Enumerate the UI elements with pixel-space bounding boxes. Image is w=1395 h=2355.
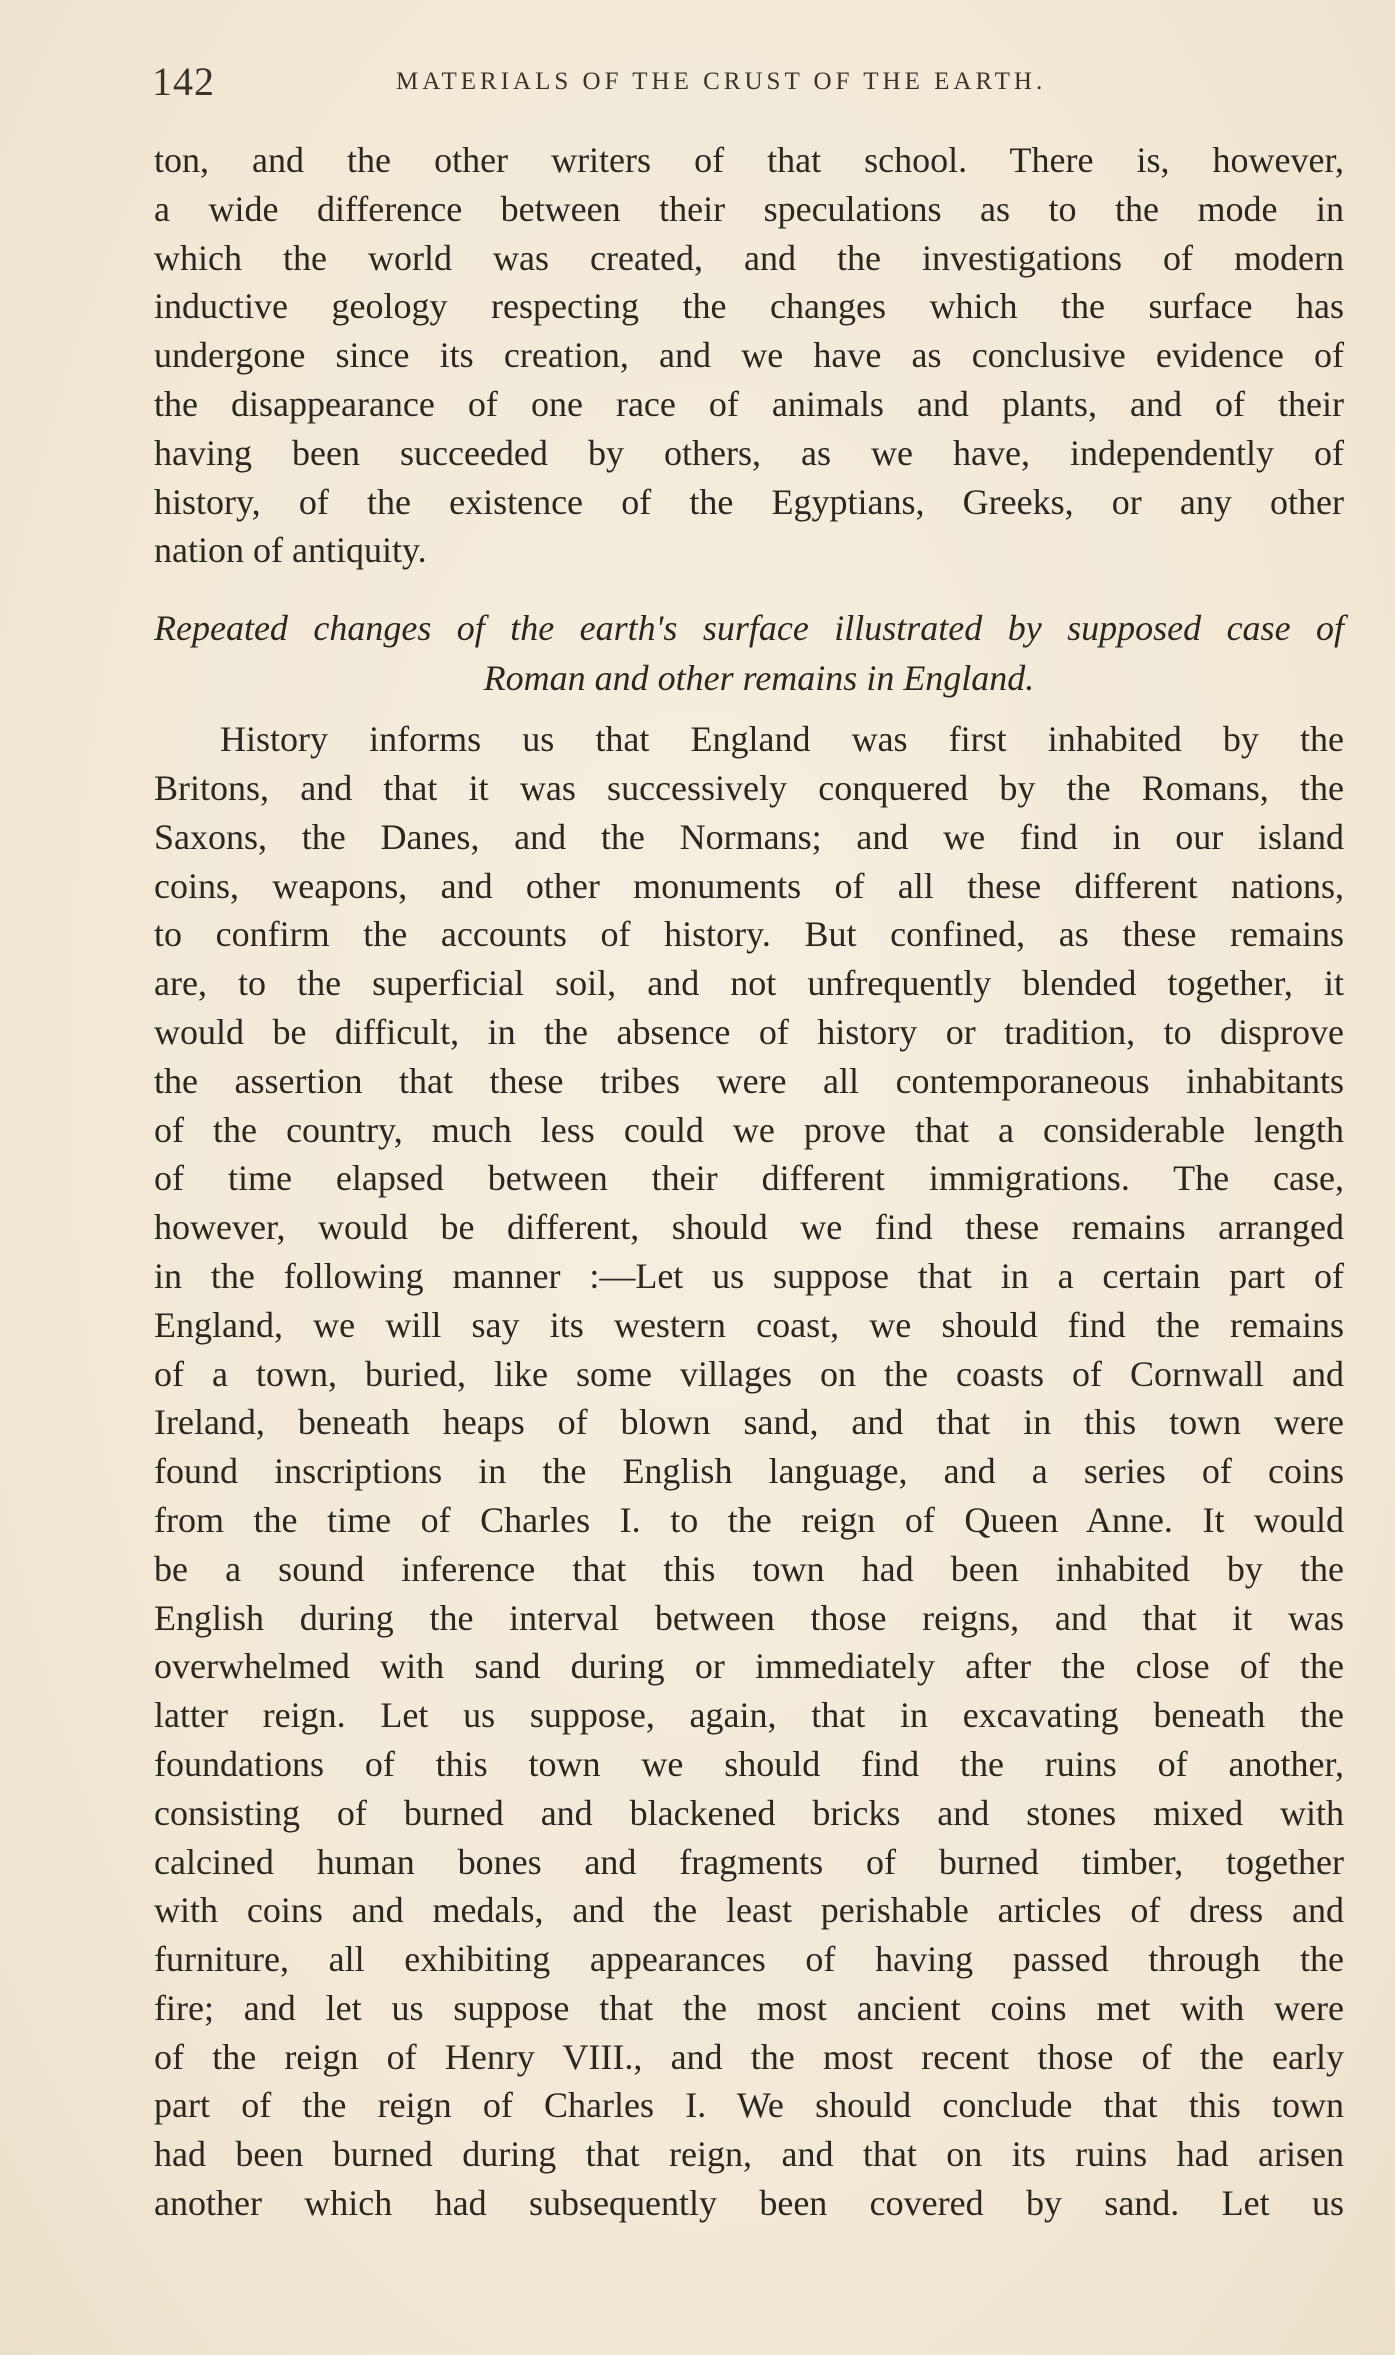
section-heading-line: Roman and other remains in England.	[483, 658, 1035, 699]
text-line: to confirm the accounts of history. But confined, as these remains	[154, 914, 1344, 955]
text-line: part of the reign of Charles I. We should conclude that this town	[154, 2085, 1344, 2126]
text-line: consisting of burned and blackened bricks and stones mixed with	[154, 1792, 1344, 1833]
page-number: 142	[152, 59, 215, 104]
text-line: Ireland, beneath heaps of blown sand, and that in this town were	[154, 1402, 1344, 1443]
spacer	[154, 575, 1344, 603]
text-line: are, to the superficial soil, and not unfrequently blended together, it	[154, 963, 1344, 1004]
section-heading	[154, 603, 1344, 703]
text-line: having been succeeded by others, as we have, independently of	[154, 432, 1344, 473]
text-line: from the time of Charles I. to the reign of Queen Anne. It would	[154, 1499, 1344, 1540]
text-line: however, would be different, should we find these remains arranged	[154, 1207, 1344, 1248]
paragraph-history	[154, 715, 1344, 2228]
page-header	[152, 58, 1342, 106]
text-line: coins, weapons, and other monuments of all these different nations,	[154, 865, 1344, 906]
text-line: furniture, all exhibiting appearances of having passed through the	[154, 1939, 1344, 1980]
section-heading-line: Repeated changes of the earth's surface illustrated by supposed case of	[154, 608, 1344, 649]
text-line: overwhelmed with sand during or immediately after the close of the	[154, 1646, 1344, 1687]
text-line: History informs us that England was first inhabited by the	[220, 719, 1344, 760]
text-line: be a sound inference that this town had been inhabited by the	[154, 1548, 1344, 1589]
text-line: in the following manner :—Let us suppose that in a certain part of	[154, 1255, 1344, 1296]
text-line: ton, and the other writers of that school. There is, however,	[154, 140, 1344, 180]
text-line: another which had subsequently been covered by sand. Let us	[154, 2183, 1344, 2224]
text-line: would be difficult, in the absence of history or tradition, to disprove	[154, 1011, 1344, 1052]
text-line: Saxons, the Danes, and the Normans; and we find in our island	[154, 816, 1344, 857]
text-line: nation of antiquity.	[154, 530, 427, 571]
paragraph-intro	[154, 136, 1344, 575]
text-line: English during the interval between those reigns, and that it was	[154, 1597, 1344, 1638]
text-line: Britons, and that it was successively conquered by the Romans, the	[154, 767, 1344, 808]
text-line: the disappearance of one race of animals and plants, and of their	[154, 383, 1344, 424]
text-line: inductive geology respecting the changes which the surface has	[154, 286, 1344, 327]
text-line: latter reign. Let us suppose, again, that in excavating beneath the	[154, 1695, 1344, 1736]
text-line: history, of the existence of the Egyptians, Greeks, or any other	[154, 481, 1344, 522]
text-line: of time elapsed between their different immigrations. The case,	[154, 1158, 1344, 1199]
text-line: of the country, much less could we prove that a considerable length	[154, 1109, 1344, 1150]
running-head: MATERIALS OF THE CRUST OF THE EARTH.	[396, 68, 1047, 95]
page-body	[154, 136, 1344, 2228]
text-line: foundations of this town we should find the ruins of another,	[154, 1743, 1344, 1784]
text-line: had been burned during that reign, and that on its ruins had arisen	[154, 2134, 1344, 2175]
text-line: which the world was created, and the investigations of modern	[154, 237, 1344, 278]
text-line: a wide difference between their speculations as to the mode in	[154, 188, 1344, 229]
text-line: undergone since its creation, and we have as conclusive evidence of	[154, 335, 1344, 376]
text-line: with coins and medals, and the least perishable articles of dress and	[154, 1890, 1344, 1931]
text-line: calcined human bones and fragments of burned timber, together	[154, 1841, 1344, 1882]
text-line: found inscriptions in the English language, and a series of coins	[154, 1451, 1344, 1492]
text-line: the assertion that these tribes were all contemporaneous inhabitants	[154, 1060, 1344, 1101]
spacer	[154, 703, 1344, 715]
text-line: England, we will say its western coast, we should find the remains	[154, 1304, 1344, 1345]
text-line: of a town, buried, like some villages on the coasts of Cornwall and	[154, 1353, 1344, 1394]
text-line: fire; and let us suppose that the most ancient coins met with were	[154, 1987, 1344, 2028]
text-line: of the reign of Henry VIII., and the most recent those of the early	[154, 2036, 1344, 2077]
